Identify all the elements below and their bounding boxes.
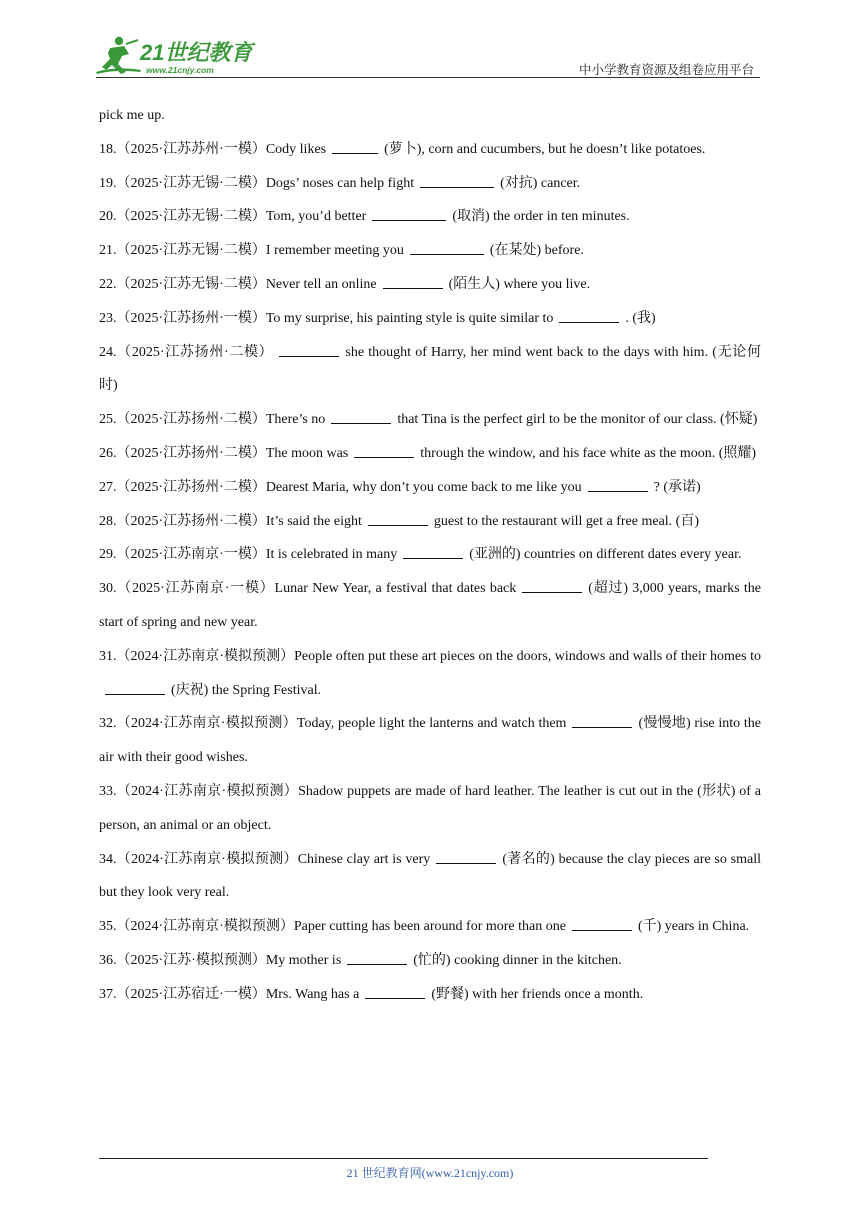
question-item <box>99 775 761 843</box>
question-text-after-blank: (千) years in China. <box>637 919 750 935</box>
answer-blank[interactable] <box>588 477 648 492</box>
answer-blank[interactable] <box>372 206 446 221</box>
question-text: 19.（2025·江苏无锡·二模）Dogs’ noses can help fight <box>99 175 415 191</box>
question-text: 32.（2024·江苏南京·模拟预测）Today, people light the lanterns and watch them <box>99 716 567 732</box>
question-text: 22.（2025·江苏无锡·二模）Never tell an online <box>99 276 377 292</box>
question-text: 35.（2024·江苏南京·模拟预测）Paper cutting has been around for more than one <box>99 919 566 935</box>
footer-rule <box>99 1158 708 1159</box>
answer-blank[interactable] <box>354 443 414 458</box>
question-item <box>99 910 761 944</box>
question-text: 34.（2024·江苏南京·模拟预测）Chinese clay art is very <box>99 851 431 867</box>
question-text-after-blank: (野餐) with her friends once a month. <box>431 986 644 1002</box>
question-text-after-blank: (萝卜), corn and cucumbers, but he doesn’t like potatoes. <box>384 141 706 157</box>
question-text: 20.（2025·江苏无锡·二模）Tom, you’d better <box>99 209 367 225</box>
answer-blank[interactable] <box>572 916 632 931</box>
question-item <box>99 572 761 640</box>
page-header <box>96 34 760 78</box>
question-text: pick me up. <box>99 108 165 123</box>
answer-blank[interactable] <box>368 511 428 526</box>
question-text: 25.（2025·江苏扬州·二模）There’s no <box>99 412 326 428</box>
question-text-after-blank: (对抗) cancer. <box>500 175 581 191</box>
answer-blank[interactable] <box>410 240 484 255</box>
question-item <box>99 302 761 336</box>
answer-blank[interactable] <box>332 139 378 154</box>
question-text-after-blank: . (我) <box>625 310 656 326</box>
answer-blank[interactable] <box>331 409 391 424</box>
question-item <box>99 403 761 437</box>
question-text-after-blank: (著名的) because the clay pieces are so small but they look very real. <box>99 851 761 901</box>
question-text-after-blank: (忙的) cooking dinner in the kitchen. <box>413 952 622 968</box>
header-rule <box>96 77 760 78</box>
question-text: 24.（2025·江苏扬州·二模） <box>99 344 274 360</box>
answer-blank[interactable] <box>420 173 494 188</box>
question-text-after-blank: ? (承诺) <box>653 479 701 495</box>
answer-blank[interactable] <box>572 713 632 728</box>
question-text: 33.（2024·江苏南京·模拟预测）Shadow puppets are made of hard leather. The leather is cut out in the (形状) of a person, an animal or an object. <box>99 783 761 833</box>
logo-url: www.21cnjy.com <box>146 65 214 75</box>
answer-blank[interactable] <box>403 544 463 559</box>
question-item <box>99 336 761 404</box>
answer-blank[interactable] <box>436 849 496 864</box>
question-item <box>99 99 761 133</box>
question-item <box>99 707 761 775</box>
question-item <box>99 843 761 911</box>
question-item <box>99 167 761 201</box>
question-text: 21.（2025·江苏无锡·二模）I remember meeting you <box>99 243 404 259</box>
question-item <box>99 978 761 1012</box>
question-text: 26.（2025·江苏扬州·二模）The moon was <box>99 445 349 461</box>
question-text-after-blank: (陌生人) where you live. <box>448 276 591 292</box>
question-text-after-blank: (庆祝) the Spring Festival. <box>171 682 322 698</box>
question-list <box>99 99 761 1012</box>
question-item <box>99 133 761 167</box>
answer-blank[interactable] <box>105 680 165 695</box>
question-text: 27.（2025·江苏扬州·二模）Dearest Maria, why don’t you come back to me like you <box>99 479 582 495</box>
answer-blank[interactable] <box>383 274 443 289</box>
question-item <box>99 471 761 505</box>
question-item <box>99 640 761 708</box>
question-item <box>99 944 761 978</box>
question-text: 18.（2025·江苏苏州·一模）Cody likes <box>99 141 327 157</box>
answer-blank[interactable] <box>279 342 339 357</box>
21cnjy-logo <box>96 34 266 78</box>
answer-blank[interactable] <box>347 950 407 965</box>
question-text: 31.（2024·江苏南京·模拟预测）People often put these art pieces on the doors, windows and walls of their homes to <box>99 648 761 664</box>
question-text-after-blank: (在某处) before. <box>489 243 584 259</box>
question-text-after-blank: she thought of Harry, her mind went back to the days with him. (无论何时) <box>99 344 761 394</box>
answer-blank[interactable] <box>365 984 425 999</box>
question-text-after-blank: (取消) the order in ten minutes. <box>452 209 630 225</box>
question-item <box>99 437 761 471</box>
question-text: 36.（2025·江苏·模拟预测）My mother is <box>99 952 342 968</box>
platform-title: 中小学教育资源及组卷应用平台 <box>578 63 754 77</box>
question-item <box>99 268 761 302</box>
question-text-after-blank: (亚洲的) countries on different dates every year. <box>469 547 742 563</box>
question-text-after-blank: (超过) 3,000 years, marks the start of spring and new year. <box>99 581 762 630</box>
answer-blank[interactable] <box>559 308 619 323</box>
question-text: 28.（2025·江苏扬州·二模）It’s said the eight <box>99 513 362 529</box>
question-item <box>99 234 761 268</box>
question-text-after-blank: through the window, and his face white as the moon. (照耀) <box>420 445 757 461</box>
question-text-after-blank: guest to the restaurant will get a free meal. (百) <box>433 513 699 529</box>
logo-text: 21世纪教育 <box>140 40 253 65</box>
footer-text: 21 世纪教育网(www.21cnjy.com) <box>346 1166 514 1180</box>
question-text: 29.（2025·江苏南京·一模）It is celebrated in many <box>99 547 398 563</box>
question-item <box>99 538 761 572</box>
question-text: 23.（2025·江苏扬州·一模）To my surprise, his painting style is quite similar to <box>99 310 554 326</box>
question-text: 30.（2025·江苏南京·一模）Lunar New Year, a festival that dates back <box>99 581 517 597</box>
question-item <box>99 505 761 539</box>
question-text: 37.（2025·江苏宿迁·一模）Mrs. Wang has a <box>99 986 360 1002</box>
question-text-after-blank: (慢慢地) rise into the air with their good wishes. <box>99 716 761 766</box>
question-item <box>99 200 761 234</box>
answer-blank[interactable] <box>522 578 582 593</box>
question-text-after-blank: that Tina is the perfect girl to be the monitor of our class. (怀疑) <box>397 412 758 428</box>
